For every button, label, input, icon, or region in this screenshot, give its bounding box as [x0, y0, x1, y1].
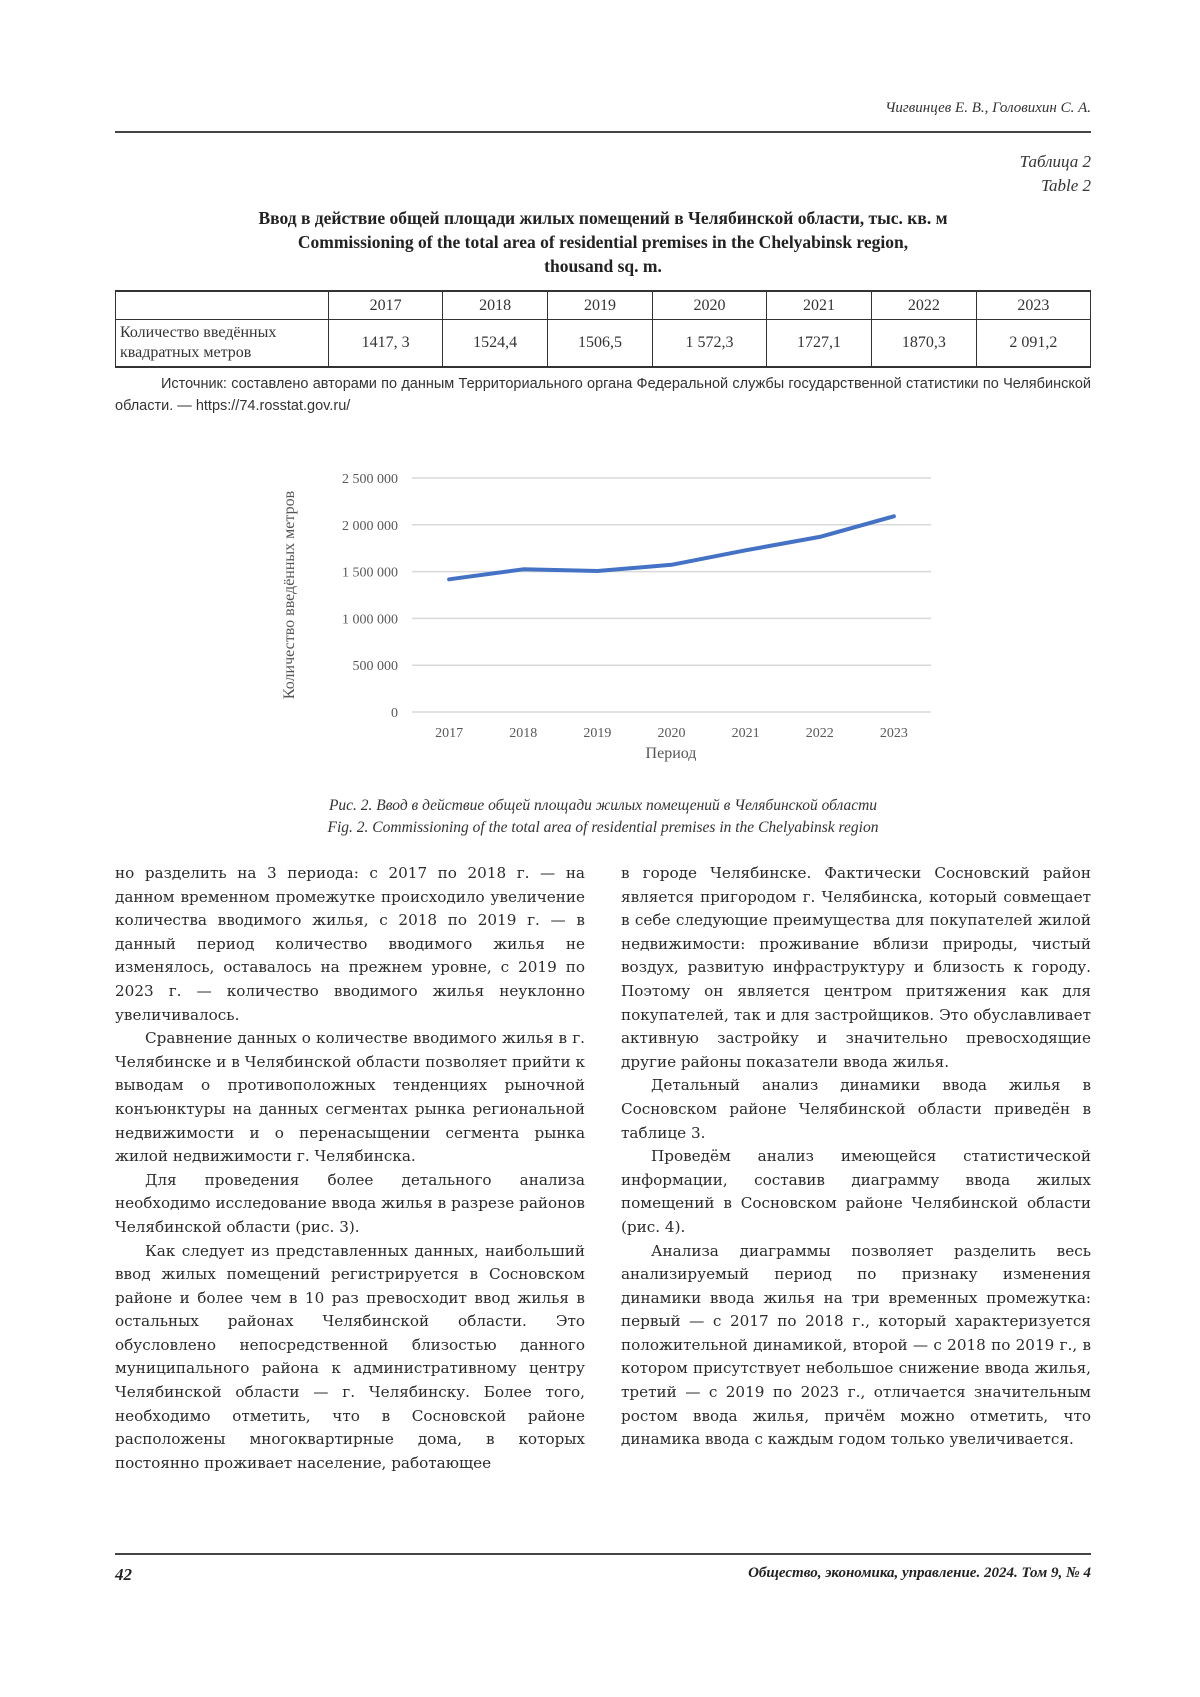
line-chart: [260, 455, 960, 775]
chart-x-tick-label: 2023: [879, 726, 908, 741]
table-header-cell: 2023: [976, 291, 1090, 320]
table-source-note: Источник: составлено авторами по данным Территориального органа Федеральной службы государственной статистики по Челябинской области. — https://74.rosstat.gov.ru/: [115, 376, 1091, 414]
table-header-cell: 2019: [548, 291, 653, 320]
chart-series-line: [449, 516, 894, 579]
table-cell: 1870,3: [871, 320, 976, 368]
paragraph: Для проведения более детального анализа необходимо исследование ввода жилья в разрезе районов Челябинской области (рис. 3).: [115, 1170, 585, 1236]
table-title-en: Commissioning of the total area of residential premises in the Chelyabinsk region,: [297, 232, 909, 252]
table-header-cell: 2020: [652, 291, 766, 320]
table-title-ru: Ввод в действие общей площади жилых помещений в Челябинской области, тыс. кв. м: [258, 208, 948, 228]
chart-x-axis-label: Период: [645, 745, 697, 762]
chart-y-tick-label: 0: [391, 706, 398, 721]
body-column-left: [115, 862, 585, 1475]
paragraph: Сравнение данных о количестве вводимого жилья в г. Челябинске и в Челябинской области позволяет прийти к выводам о противоположных тенденциях рыночной конъюнктуры на данных сегментах рынка региональной недвижимости и о перенасыщении сегмента рынка жилой недвижимости г. Челябинска.: [115, 1029, 585, 1166]
chart-x-tick-label: 2018: [509, 726, 538, 741]
running-head-authors: Чигвинцев Е. В., Головихин С. А.: [885, 100, 1091, 116]
chart-y-tick-label: 500 000: [352, 659, 398, 675]
table-corner-cell: [116, 291, 329, 320]
body-column-right: [621, 862, 1091, 1452]
paragraph: Детальный анализ динамики ввода жилья в Сосновском районе Челябинской области приведён в таблице 3.: [621, 1076, 1091, 1142]
chart-x-tick-label: 2019: [583, 726, 612, 741]
chart-x-tick-label: 2021: [731, 726, 760, 741]
chart-y-tick-label: 1 000 000: [342, 612, 398, 628]
chart-gridlines: [412, 478, 931, 712]
chart-y-tick-label: 1 500 000: [342, 565, 398, 581]
figure-caption-en: Fig. 2. Commissioning of the total area of residential premises in the Chelyabinsk region: [327, 819, 879, 836]
paragraph: в городе Челябинске. Фактически Сосновский район является пригородом г. Челябинска, который совмещает в себе следующие преимущества для покупателей жилой недвижимости: проживание вблизи природы, чистый воздух, развитую инфраструктуру и близость к городу. Поэтому он является центром притяжения как для покупателей, так и для застройщиков. Это обуславливает активную застройку и значительно превосходящие другие районы показатели ввода жилья.: [621, 864, 1091, 1071]
paragraph: Проведём анализ имеющейся статистической информации, составив диаграмму ввода жилых помещений в Сосновском районе Челябинской области (рис. 4).: [621, 1147, 1091, 1236]
table-cell: 1417, 3: [329, 320, 443, 368]
table-header-row: [116, 291, 1091, 320]
journal-citation: Общество, экономика, управление. 2024. Том 9, № 4: [748, 1565, 1091, 1581]
table-row-label: Количество введённых квадратных метров: [116, 320, 329, 368]
paragraph: Как следует из представленных данных, наибольший ввод жилых помещений регистрируется в Сосновском районе и более чем в 10 раз превосходит ввод жилья в остальных районах Челябинской области. Это обусловлено непосредственной близостью данного муниципального района к административному центру Челябинской области — г. Челябинску. Более того, необходимо отметить, что в Сосновской районе расположены многоквартирные дома, в которых постоянно проживает население, работающее: [115, 1241, 585, 1472]
table-cell: 2 091,2: [976, 320, 1090, 368]
data-table: [115, 290, 1091, 368]
table-cell: 1506,5: [548, 320, 653, 368]
table-cell: 1524,4: [443, 320, 548, 368]
table-label-en: Table 2: [1041, 176, 1091, 195]
chart-y-tick-labels: [342, 472, 398, 721]
chart-y-axis-label: Количество введённых метров: [281, 490, 298, 700]
table-header-cell: 2022: [871, 291, 976, 320]
paragraph: но разделить на 3 периода: с 2017 по 2018 г. — на данном временном промежутке происходило увеличение количества вводимого жилья, с 2018 по 2019 г. — в данный период количество вводимого жилья не изменялось, оставалось на прежнем уровне, с 2019 по 2023 г. — количество вводимого жилья неуклонно увеличивалось.: [115, 864, 585, 1024]
header-rule: [115, 131, 1091, 133]
table-header-cell: 2018: [443, 291, 548, 320]
page-number: 42: [115, 1565, 132, 1584]
chart-y-tick-label: 2 000 000: [342, 518, 398, 534]
chart-x-tick-label: 2020: [657, 726, 686, 741]
table-cell: 1 572,3: [652, 320, 766, 368]
table-header-cell: 2021: [767, 291, 872, 320]
table-row: [116, 320, 1091, 368]
chart-y-tick-label: 2 500 000: [342, 472, 398, 487]
paragraph: Анализа диаграммы позволяет разделить весь анализируемый период по признаку изменения динамики ввода жилья на три временных промежутка: первый — с 2017 по 2018 г., который характеризуется положительной динамикой, второй — с 2018 по 2019 г., в котором присутствует небольшое снижение ввода жилья, третий — с 2019 по 2023 г., отличается значительным ростом ввода жилья, причём можно отметить, что динамика ввода с каждым годом только увеличивается.: [621, 1241, 1091, 1449]
footer-rule: [115, 1553, 1091, 1555]
figure-caption-ru: Рис. 2. Ввод в действие общей площади жилых помещений в Челябинской области: [328, 797, 878, 814]
table-label-ru: Таблица 2: [1019, 152, 1091, 171]
chart-x-tick-labels: [435, 726, 908, 741]
table-cell: 1727,1: [767, 320, 872, 368]
chart-x-tick-label: 2022: [805, 726, 834, 741]
chart-x-tick-label: 2017: [435, 726, 464, 741]
table-title-en-continued: thousand sq. m.: [544, 256, 662, 276]
table-header-cell: 2017: [329, 291, 443, 320]
